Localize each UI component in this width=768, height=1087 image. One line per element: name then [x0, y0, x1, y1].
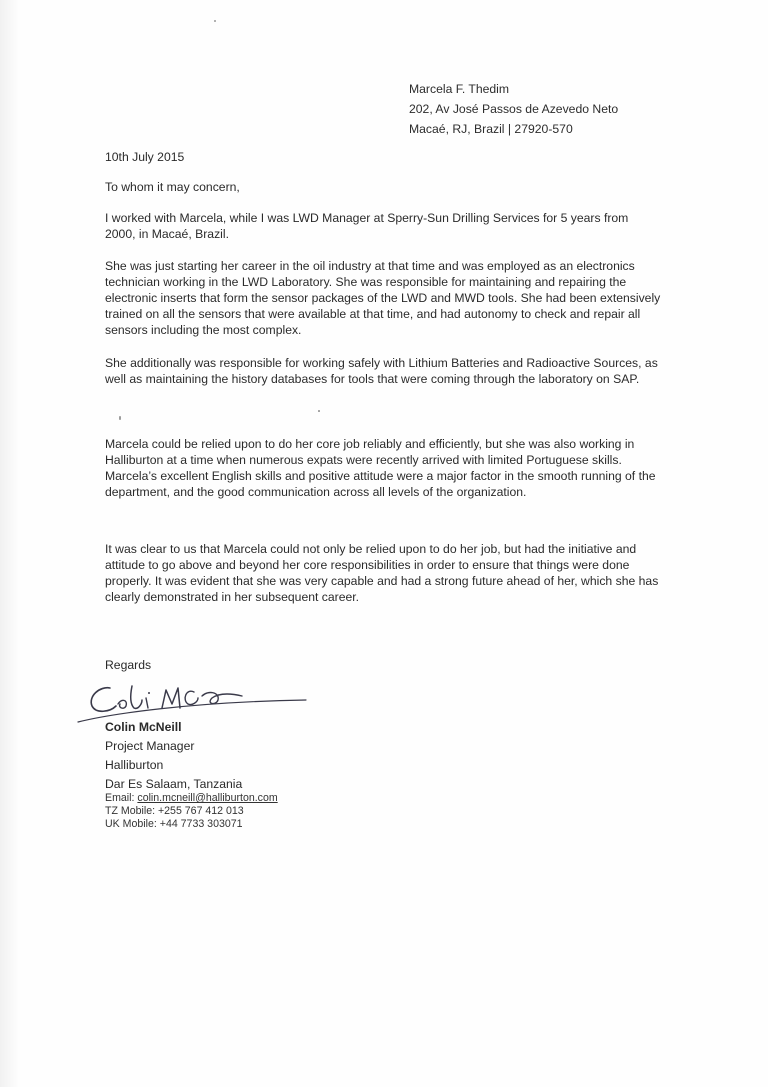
scan-speck: [119, 416, 121, 420]
letter-date: 10th July 2015: [105, 150, 185, 164]
closing: Regards: [105, 658, 152, 672]
tz-mobile: TZ Mobile: +255 767 412 013: [105, 805, 244, 817]
sender-address-line2: Macaé, RJ, Brazil | 27920-570: [409, 122, 573, 136]
signatory-block: [105, 718, 242, 794]
paragraph-role: She was just starting her career in the oil industry at that time and was employed as an electronics technician working in the LWD Laboratory. She was responsible for maintaining and repairing the electronic inserts that form the sensor packages of the LWD and MWD tools. She had been extensively trained on all the sensors that were available at that time, and had autonomy to check and repair all sensors including the most complex.: [105, 259, 661, 338]
paragraph-responsibilities: She additionally was responsible for working safely with Lithium Batteries and Radioactive Sources, as well as maintaining the history databases for tools that were coming through the laboratory on SAP.: [105, 356, 658, 387]
email-line: [105, 792, 278, 805]
signatory-location: Dar Es Salaam, Tanzania: [105, 777, 243, 791]
uk-mobile: UK Mobile: +44 7733 303071: [105, 818, 243, 830]
contact-details: [105, 792, 278, 831]
salutation: To whom it may concern,: [105, 180, 240, 194]
sender-name: Marcela F. Thedim: [409, 82, 510, 96]
signatory-name: Colin McNeill: [105, 720, 182, 734]
sender-address-block: [409, 79, 618, 139]
scan-speck: [318, 410, 320, 412]
signatory-title: Project Manager: [105, 739, 195, 753]
email-label: Email:: [105, 792, 138, 804]
signatory-company: Halliburton: [105, 758, 164, 772]
scan-edge-shadow: [0, 0, 18, 1087]
scan-speck: [214, 20, 216, 22]
paragraph-reliability: Marcela could be relied upon to do her core job reliably and efficiently, but she was also working in Halliburton at a time when numerous expats were recently arrived with limited Portuguese skills. Marcela’s excellent English skills and positive attitude were a major factor in the smooth running of the department, and the good communication across all levels of the organization.: [105, 437, 656, 500]
sender-address-line1: 202, Av José Passos de Azevedo Neto: [409, 102, 619, 116]
paragraph-initiative: It was clear to us that Marcela could not only be relied upon to do her job, but had the initiative and attitude to go above and beyond her core responsibilities in order to ensure that things were done properly. It was evident that she was very capable and had a strong future ahead of her, which she has clearly demonstrated in her subsequent career.: [105, 542, 659, 605]
paragraph-intro: I worked with Marcela, while I was LWD Manager at Sperry-Sun Drilling Services for 5 years from 2000, in Macaé, Brazil.: [105, 211, 629, 242]
email-link[interactable]: colin.mcneill@halliburton.com: [137, 792, 278, 804]
